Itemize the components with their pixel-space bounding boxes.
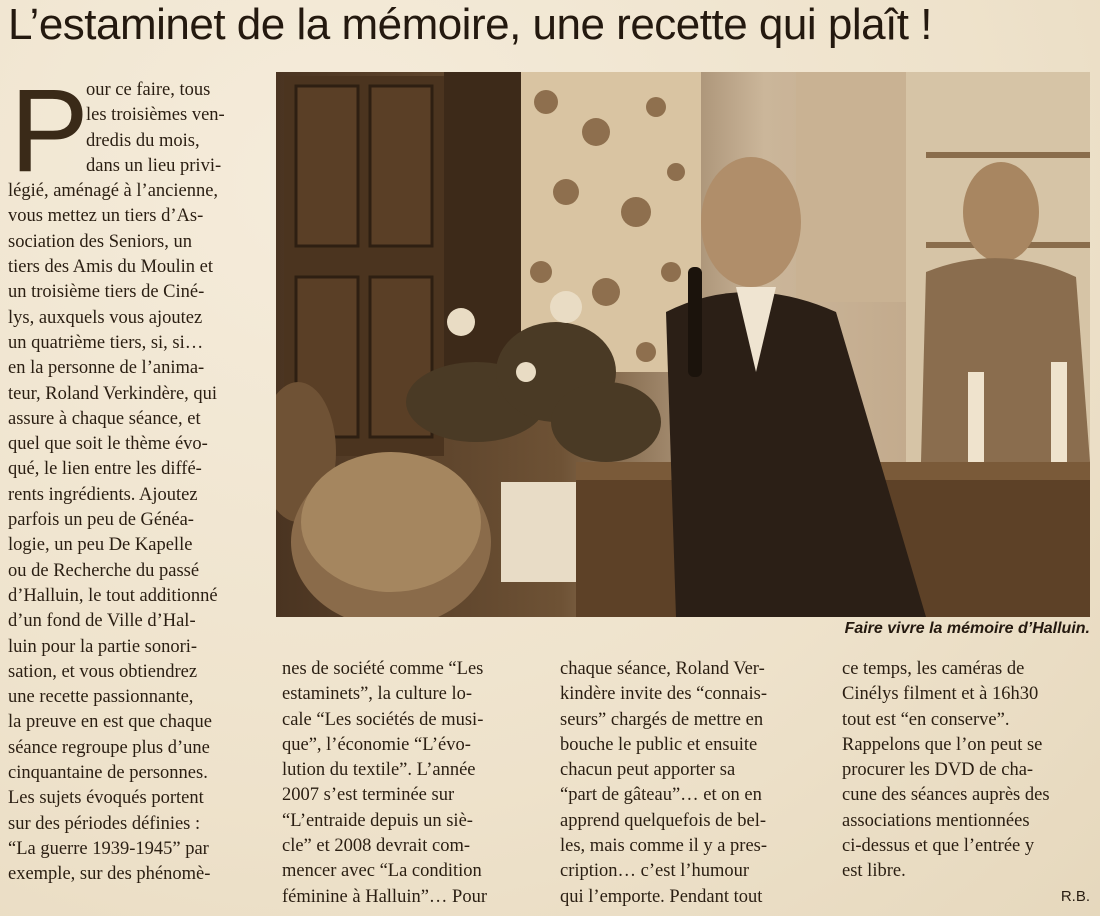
text-line: seurs” chargés de mettre en xyxy=(560,709,764,730)
text-line: cale “Les sociétés de musi- xyxy=(282,709,484,730)
text-line: bouche le public et ensuite xyxy=(560,734,758,755)
photo-illustration xyxy=(276,72,1090,617)
text-line: en la personne de l’anima- xyxy=(8,358,205,379)
text-line: une recette passionnante, xyxy=(8,687,194,708)
text-line: assure à chaque séance, et xyxy=(8,408,201,429)
text-line: teur, Roland Verkindère, qui xyxy=(8,383,218,404)
text-line: sur des périodes définies : xyxy=(8,813,201,834)
text-line: un quatrième tiers, si, si… xyxy=(8,332,204,353)
column-4 xyxy=(842,657,1092,885)
text-line: chacun peut apporter sa xyxy=(560,760,736,781)
text-line: qué, le lien entre les diffé- xyxy=(8,459,202,480)
text-line: tiers des Amis du Moulin et xyxy=(8,257,214,278)
text-line: d’Halluin, le tout additionné xyxy=(8,585,218,606)
text-line: exemple, sur des phénomè- xyxy=(8,864,211,885)
text-line: tout est “en conserve”. xyxy=(842,709,1010,730)
text-line: dans un lieu privi- xyxy=(86,155,222,176)
text-line: dredis du mois, xyxy=(86,130,200,151)
column-2 xyxy=(282,657,537,910)
text-line: féminine à Halluin”… Pour xyxy=(282,886,487,907)
column-3 xyxy=(560,657,815,910)
text-line: parfois un peu de Généa- xyxy=(8,510,194,531)
text-line: “part de gâteau”… et on en xyxy=(560,785,762,806)
text-line: kindère invite des “connais- xyxy=(560,684,768,705)
text-line: qui l’emporte. Pendant tout xyxy=(560,886,763,907)
text-line: ou de Recherche du passé xyxy=(8,560,200,581)
text-line: les, mais comme il y a pres- xyxy=(560,836,768,857)
text-line: Les sujets évoqués portent xyxy=(8,788,204,809)
text-line: séance regroupe plus d’une xyxy=(8,737,210,758)
text-line: Cinélys filment et à 16h30 xyxy=(842,684,1039,705)
text-line: our ce faire, tous xyxy=(86,80,211,100)
author-signature: R.B. xyxy=(1060,888,1090,905)
text-line: estaminets”, la culture lo- xyxy=(282,684,473,705)
article-photo xyxy=(276,72,1090,617)
text-line: “La guerre 1939-1945” par xyxy=(8,838,209,859)
text-line: cinquantaine de personnes. xyxy=(8,763,208,784)
text-line: d’un fond de Ville d’Hal- xyxy=(8,611,196,632)
text-line: sociation des Seniors, un xyxy=(8,231,192,252)
text-line: chaque séance, Roland Ver- xyxy=(560,659,765,679)
text-line: cription… c’est l’humour xyxy=(560,861,750,882)
text-line: quel que soit le thème évo- xyxy=(8,434,208,455)
text-line: procurer les DVD de cha- xyxy=(842,760,1034,781)
column-1 xyxy=(8,65,248,888)
text-line: vous mettez un tiers d’As- xyxy=(8,206,204,227)
text-line: cune des séances auprès des xyxy=(842,785,1050,806)
drop-cap: P xyxy=(10,65,89,197)
text-line: associations mentionnées xyxy=(842,810,1030,831)
text-line: Rappelons que l’on peut se xyxy=(842,734,1043,755)
text-line: rents ingrédients. Ajoutez xyxy=(8,484,198,505)
text-line: est libre. xyxy=(842,861,906,882)
text-line: que”, l’économie “L’évo- xyxy=(282,734,471,755)
photo-caption: Faire vivre la mémoire d’Halluin. xyxy=(844,620,1090,637)
text-line: ci-dessus et que l’entrée y xyxy=(842,836,1035,857)
text-line: logie, un peu De Kapelle xyxy=(8,535,193,556)
article-headline: L’estaminet de la mémoire, une recette qui plaît ! xyxy=(8,0,932,49)
text-line: luin pour la partie sonori- xyxy=(8,636,198,657)
text-line: légié, aménagé à l’ancienne, xyxy=(8,181,219,202)
text-line: ce temps, les caméras de xyxy=(842,659,1025,679)
text-line: “L’entraide depuis un siè- xyxy=(282,810,473,831)
text-line: un troisième tiers de Ciné- xyxy=(8,282,205,303)
text-line: la preuve en est que chaque xyxy=(8,712,212,733)
text-line: nes de société comme “Les xyxy=(282,659,484,679)
text-line: les troisièmes ven- xyxy=(86,105,225,126)
text-line: lys, auxquels vous ajoutez xyxy=(8,307,203,328)
text-line: cle” et 2008 devrait com- xyxy=(282,836,470,857)
text-line: 2007 s’est terminée sur xyxy=(282,785,455,806)
text-line: sation, et vous obtiendrez xyxy=(8,661,198,682)
text-line: lution du textile”. L’année xyxy=(282,760,476,781)
text-line: apprend quelquefois de bel- xyxy=(560,810,766,831)
text-line: mencer avec “La condition xyxy=(282,861,482,882)
